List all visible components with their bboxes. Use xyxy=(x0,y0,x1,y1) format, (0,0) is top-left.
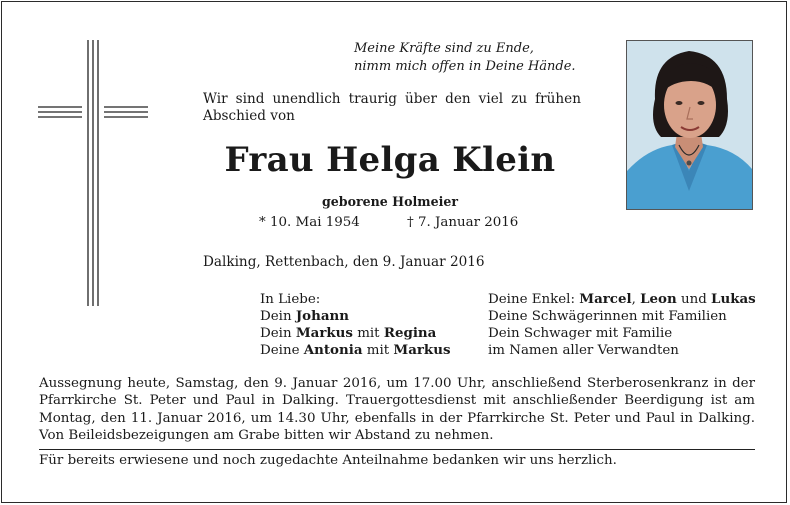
family-text: Deine Enkel: xyxy=(488,292,580,307)
family-left-column xyxy=(260,291,450,359)
family-text: Dein xyxy=(260,326,296,341)
family-name-bold: Markus xyxy=(295,325,353,341)
place-date: Dalking, Rettenbach, den 9. Januar 2016 xyxy=(203,254,485,270)
family-name-bold: Lukas xyxy=(711,291,756,307)
thanks-text: Für bereits erwiesene und noch zugedachte Anteilnahme bedanken wir uns herzlich. xyxy=(39,453,617,468)
motto-line-2: nimm mich offen in Deine Hände. xyxy=(354,59,576,74)
family-line-brother-in-law: Dein Schwager mit Familie xyxy=(488,326,673,341)
divider xyxy=(39,449,755,450)
deceased-name: Frau Helga Klein xyxy=(224,140,556,180)
family-name-bold: Leon xyxy=(640,291,677,307)
death-date: † 7. Januar 2016 xyxy=(407,215,519,230)
family-name-bold: Regina xyxy=(383,325,437,341)
family-line-sisters-in-law: Deine Schwägerinnen mit Familien xyxy=(488,309,727,324)
family-line-grandchildren xyxy=(488,291,756,308)
obituary-notice xyxy=(1,1,787,503)
family-line-johann xyxy=(260,308,450,325)
family-text: Deine xyxy=(260,343,304,358)
family-name-bold: Johann xyxy=(295,308,349,324)
motto xyxy=(354,40,594,76)
cross-icon xyxy=(38,40,148,306)
portrait-photo xyxy=(626,40,753,210)
family-line-relatives: im Namen aller Verwandten xyxy=(488,343,679,358)
family-line-markus xyxy=(260,325,450,342)
intro-text: Wir sind unendlich traurig über den viel zu frühen Abschied von xyxy=(203,91,581,124)
family-text: und xyxy=(676,292,712,307)
family-name-bold: Marcel xyxy=(579,291,632,307)
birth-date: * 10. Mai 1954 xyxy=(259,215,360,230)
family-text: mit xyxy=(352,326,384,341)
family-name-bold: Markus xyxy=(393,342,451,358)
family-right-column xyxy=(488,291,756,359)
motto-line-1: Meine Kräfte sind zu Ende, xyxy=(354,41,534,56)
portrait-image xyxy=(627,41,752,209)
family-line-antonia xyxy=(260,342,450,359)
family-text: , xyxy=(631,292,641,307)
family-text: mit xyxy=(362,343,394,358)
service-information: Aussegnung heute, Samstag, den 9. Januar 2016, um 17.00 Uhr, anschließend Sterberosenkranz in der Pfarrkirche St. Peter und Paul in Dalking. Trauergottesdienst mit anschließender Beerdigung ist am Montag, den 11. Januar 2016, um 14.30 Uhr, ebenfalls in der Pfarrkirche St. Peter und Paul in Dalking. Von Beileidsbezeigungen am Grabe bitten wir Abstand zu nehmen. xyxy=(39,376,755,444)
family-text: Dein xyxy=(260,309,296,324)
family-name-bold: Antonia xyxy=(303,342,363,358)
maiden-name: geborene Holmeier xyxy=(321,194,459,209)
family-heading: In Liebe: xyxy=(260,292,321,307)
